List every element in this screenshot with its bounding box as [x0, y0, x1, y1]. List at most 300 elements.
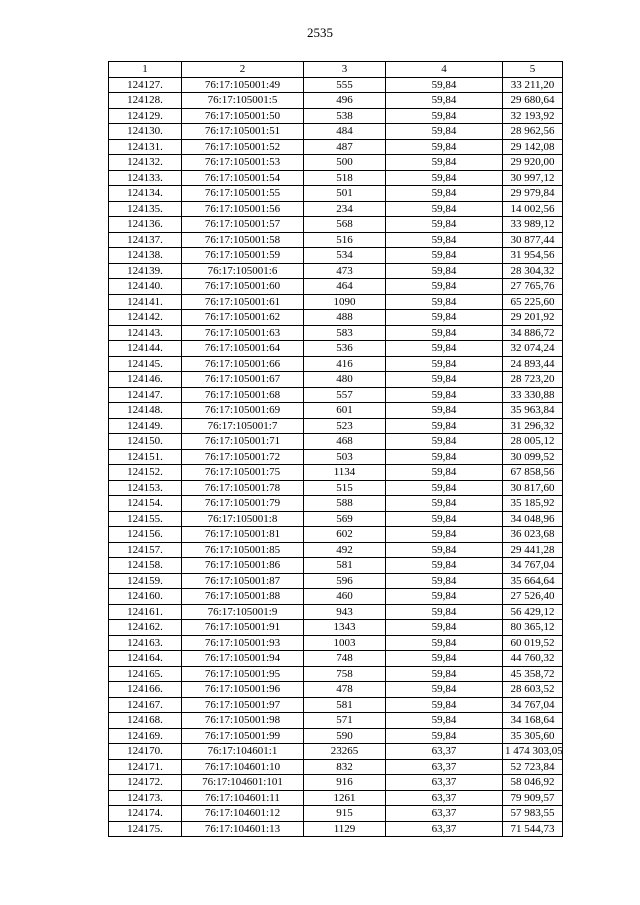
- amount-cell: 36 023,68: [503, 527, 563, 543]
- table-row: [109, 372, 563, 388]
- rate-cell: 59,84: [386, 279, 503, 295]
- cadastral-number-cell: 76:17:105001:78: [182, 480, 304, 496]
- cadastral-number-cell: 76:17:105001:57: [182, 217, 304, 233]
- row-number-cell: 124141.: [109, 294, 182, 310]
- rate-cell: 59,84: [386, 232, 503, 248]
- area-cell: 568: [304, 217, 386, 233]
- rate-cell: 59,84: [386, 713, 503, 729]
- row-number-cell: 124163.: [109, 635, 182, 651]
- area-cell: 460: [304, 589, 386, 605]
- table-row: [109, 759, 563, 775]
- row-number-cell: 124156.: [109, 527, 182, 543]
- cadastral-number-cell: 76:17:105001:60: [182, 279, 304, 295]
- row-number-cell: 124133.: [109, 170, 182, 186]
- rate-cell: 63,37: [386, 806, 503, 822]
- area-cell: 1261: [304, 790, 386, 806]
- table-row: [109, 604, 563, 620]
- area-cell: 503: [304, 449, 386, 465]
- cadastral-number-cell: 76:17:105001:54: [182, 170, 304, 186]
- cadastral-number-cell: 76:17:105001:8: [182, 511, 304, 527]
- row-number-cell: 124166.: [109, 682, 182, 698]
- column-header: 3: [304, 62, 386, 78]
- cadastral-number-cell: 76:17:105001:87: [182, 573, 304, 589]
- rate-cell: 59,84: [386, 155, 503, 171]
- rate-cell: 59,84: [386, 728, 503, 744]
- cadastral-number-cell: 76:17:105001:7: [182, 418, 304, 434]
- row-number-cell: 124137.: [109, 232, 182, 248]
- amount-cell: 35 963,84: [503, 403, 563, 419]
- amount-cell: 67 858,56: [503, 465, 563, 481]
- cadastral-number-cell: 76:17:105001:56: [182, 201, 304, 217]
- rate-cell: 59,84: [386, 480, 503, 496]
- cadastral-number-cell: 76:17:105001:69: [182, 403, 304, 419]
- row-number-cell: 124142.: [109, 310, 182, 326]
- amount-cell: 28 005,12: [503, 434, 563, 450]
- amount-cell: 29 979,84: [503, 186, 563, 202]
- amount-cell: 45 358,72: [503, 666, 563, 682]
- area-cell: 583: [304, 325, 386, 341]
- cadastral-number-cell: 76:17:105001:66: [182, 356, 304, 372]
- cadastral-number-cell: 76:17:105001:75: [182, 465, 304, 481]
- table-row: [109, 511, 563, 527]
- table-row: [109, 108, 563, 124]
- rate-cell: 59,84: [386, 387, 503, 403]
- row-number-cell: 124164.: [109, 651, 182, 667]
- cadastral-number-cell: 76:17:105001:67: [182, 372, 304, 388]
- row-number-cell: 124165.: [109, 666, 182, 682]
- table-row: [109, 248, 563, 264]
- rate-cell: 59,84: [386, 449, 503, 465]
- area-cell: 916: [304, 775, 386, 791]
- table-row: [109, 77, 563, 93]
- area-cell: 501: [304, 186, 386, 202]
- table-row: [109, 682, 563, 698]
- area-cell: 468: [304, 434, 386, 450]
- page-number: 2535: [307, 25, 333, 40]
- row-number-cell: 124130.: [109, 124, 182, 140]
- row-number-cell: 124157.: [109, 542, 182, 558]
- area-cell: 1090: [304, 294, 386, 310]
- row-number-cell: 124135.: [109, 201, 182, 217]
- area-cell: 943: [304, 604, 386, 620]
- row-number-cell: 124169.: [109, 728, 182, 744]
- row-number-cell: 124161.: [109, 604, 182, 620]
- rate-cell: 59,84: [386, 403, 503, 419]
- amount-cell: 34 767,04: [503, 558, 563, 574]
- row-number-cell: 124151.: [109, 449, 182, 465]
- table-row: [109, 263, 563, 279]
- row-number-cell: 124147.: [109, 387, 182, 403]
- row-number-cell: 124132.: [109, 155, 182, 171]
- row-number-cell: 124158.: [109, 558, 182, 574]
- amount-cell: 28 304,32: [503, 263, 563, 279]
- table-row: [109, 620, 563, 636]
- rate-cell: 59,84: [386, 682, 503, 698]
- table-row: [109, 217, 563, 233]
- amount-cell: 56 429,12: [503, 604, 563, 620]
- area-cell: 758: [304, 666, 386, 682]
- row-number-cell: 124139.: [109, 263, 182, 279]
- amount-cell: 31 296,32: [503, 418, 563, 434]
- table-header-row: [109, 62, 563, 78]
- amount-cell: 34 886,72: [503, 325, 563, 341]
- row-number-cell: 124172.: [109, 775, 182, 791]
- area-cell: 596: [304, 573, 386, 589]
- rate-cell: 59,84: [386, 542, 503, 558]
- rate-cell: 59,84: [386, 217, 503, 233]
- table-row: [109, 139, 563, 155]
- area-cell: 515: [304, 480, 386, 496]
- amount-cell: 71 544,73: [503, 821, 563, 837]
- row-number-cell: 124173.: [109, 790, 182, 806]
- table-row: [109, 542, 563, 558]
- table-row: [109, 589, 563, 605]
- area-cell: 516: [304, 232, 386, 248]
- rate-cell: 59,84: [386, 604, 503, 620]
- area-cell: 601: [304, 403, 386, 419]
- cadastral-number-cell: 76:17:105001:64: [182, 341, 304, 357]
- table-row: [109, 449, 563, 465]
- data-table: [108, 61, 563, 837]
- amount-cell: 30 099,52: [503, 449, 563, 465]
- area-cell: 1003: [304, 635, 386, 651]
- row-number-cell: 124127.: [109, 77, 182, 93]
- amount-cell: 65 225,60: [503, 294, 563, 310]
- area-cell: 496: [304, 93, 386, 109]
- row-number-cell: 124170.: [109, 744, 182, 760]
- area-cell: 538: [304, 108, 386, 124]
- table-body: [109, 77, 563, 837]
- amount-cell: 30 877,44: [503, 232, 563, 248]
- table-row: [109, 527, 563, 543]
- rate-cell: 59,84: [386, 124, 503, 140]
- amount-cell: 29 201,92: [503, 310, 563, 326]
- row-number-cell: 124155.: [109, 511, 182, 527]
- area-cell: 488: [304, 310, 386, 326]
- cadastral-number-cell: 76:17:105001:93: [182, 635, 304, 651]
- cadastral-number-cell: 76:17:105001:91: [182, 620, 304, 636]
- rate-cell: 59,84: [386, 108, 503, 124]
- cadastral-number-cell: 76:17:105001:6: [182, 263, 304, 279]
- table-row: [109, 93, 563, 109]
- area-cell: 748: [304, 651, 386, 667]
- row-number-cell: 124153.: [109, 480, 182, 496]
- amount-cell: 33 989,12: [503, 217, 563, 233]
- area-cell: 473: [304, 263, 386, 279]
- row-number-cell: 124167.: [109, 697, 182, 713]
- table-row: [109, 310, 563, 326]
- rate-cell: 63,37: [386, 775, 503, 791]
- table-row: [109, 325, 563, 341]
- row-number-cell: 124159.: [109, 573, 182, 589]
- row-number-cell: 124146.: [109, 372, 182, 388]
- cadastral-number-cell: 76:17:105001:79: [182, 496, 304, 512]
- area-cell: 602: [304, 527, 386, 543]
- table-row: [109, 387, 563, 403]
- rate-cell: 59,84: [386, 341, 503, 357]
- cadastral-number-cell: 76:17:105001:58: [182, 232, 304, 248]
- row-number-cell: 124134.: [109, 186, 182, 202]
- table-row: [109, 744, 563, 760]
- rate-cell: 59,84: [386, 666, 503, 682]
- area-cell: 234: [304, 201, 386, 217]
- table-row: [109, 806, 563, 822]
- row-number-cell: 124154.: [109, 496, 182, 512]
- table-row: [109, 279, 563, 295]
- table-row: [109, 821, 563, 837]
- row-number-cell: 124128.: [109, 93, 182, 109]
- rate-cell: 63,37: [386, 744, 503, 760]
- table-row: [109, 434, 563, 450]
- table-row: [109, 651, 563, 667]
- rate-cell: 59,84: [386, 465, 503, 481]
- rate-cell: 59,84: [386, 201, 503, 217]
- table-row: [109, 666, 563, 682]
- row-number-cell: 124148.: [109, 403, 182, 419]
- area-cell: 487: [304, 139, 386, 155]
- cadastral-number-cell: 76:17:104601:101: [182, 775, 304, 791]
- table-row: [109, 728, 563, 744]
- amount-cell: 30 817,60: [503, 480, 563, 496]
- amount-cell: 32 074,24: [503, 341, 563, 357]
- area-cell: 1129: [304, 821, 386, 837]
- cadastral-number-cell: 76:17:105001:94: [182, 651, 304, 667]
- row-number-cell: 124162.: [109, 620, 182, 636]
- table-row: [109, 558, 563, 574]
- column-header: 5: [503, 62, 563, 78]
- amount-cell: 1 474 303,05: [503, 744, 563, 760]
- cadastral-number-cell: 76:17:105001:98: [182, 713, 304, 729]
- amount-cell: 32 193,92: [503, 108, 563, 124]
- area-cell: 915: [304, 806, 386, 822]
- rate-cell: 59,84: [386, 697, 503, 713]
- rate-cell: 59,84: [386, 93, 503, 109]
- cadastral-number-cell: 76:17:105001:95: [182, 666, 304, 682]
- amount-cell: 34 048,96: [503, 511, 563, 527]
- area-cell: 23265: [304, 744, 386, 760]
- cadastral-number-cell: 76:17:105001:71: [182, 434, 304, 450]
- rate-cell: 59,84: [386, 434, 503, 450]
- cadastral-number-cell: 76:17:105001:96: [182, 682, 304, 698]
- cadastral-number-cell: 76:17:105001:53: [182, 155, 304, 171]
- area-cell: 569: [304, 511, 386, 527]
- area-cell: 534: [304, 248, 386, 264]
- row-number-cell: 124171.: [109, 759, 182, 775]
- amount-cell: 27 526,40: [503, 589, 563, 605]
- rate-cell: 59,84: [386, 248, 503, 264]
- amount-cell: 52 723,84: [503, 759, 563, 775]
- table-row: [109, 403, 563, 419]
- area-cell: 581: [304, 697, 386, 713]
- row-number-cell: 124131.: [109, 139, 182, 155]
- table-row: [109, 294, 563, 310]
- rate-cell: 59,84: [386, 263, 503, 279]
- area-cell: 492: [304, 542, 386, 558]
- cadastral-number-cell: 76:17:105001:49: [182, 77, 304, 93]
- cadastral-number-cell: 76:17:105001:9: [182, 604, 304, 620]
- area-cell: 590: [304, 728, 386, 744]
- amount-cell: 33 211,20: [503, 77, 563, 93]
- table-row: [109, 155, 563, 171]
- amount-cell: 27 765,76: [503, 279, 563, 295]
- row-number-cell: 124175.: [109, 821, 182, 837]
- row-number-cell: 124145.: [109, 356, 182, 372]
- cadastral-number-cell: 76:17:105001:61: [182, 294, 304, 310]
- rate-cell: 59,84: [386, 186, 503, 202]
- table-row: [109, 124, 563, 140]
- rate-cell: 59,84: [386, 620, 503, 636]
- amount-cell: 28 723,20: [503, 372, 563, 388]
- area-cell: 523: [304, 418, 386, 434]
- row-number-cell: 124143.: [109, 325, 182, 341]
- table-row: [109, 775, 563, 791]
- cadastral-number-cell: 76:17:105001:63: [182, 325, 304, 341]
- amount-cell: 29 142,08: [503, 139, 563, 155]
- area-cell: 478: [304, 682, 386, 698]
- amount-cell: 33 330,88: [503, 387, 563, 403]
- area-cell: 1134: [304, 465, 386, 481]
- area-cell: 555: [304, 77, 386, 93]
- rate-cell: 59,84: [386, 496, 503, 512]
- amount-cell: 34 168,64: [503, 713, 563, 729]
- rate-cell: 59,84: [386, 372, 503, 388]
- table-row: [109, 201, 563, 217]
- amount-cell: 31 954,56: [503, 248, 563, 264]
- amount-cell: 35 305,60: [503, 728, 563, 744]
- amount-cell: 60 019,52: [503, 635, 563, 651]
- rate-cell: 59,84: [386, 310, 503, 326]
- cadastral-number-cell: 76:17:105001:62: [182, 310, 304, 326]
- row-number-cell: 124140.: [109, 279, 182, 295]
- rate-cell: 59,84: [386, 635, 503, 651]
- amount-cell: 80 365,12: [503, 620, 563, 636]
- area-cell: 480: [304, 372, 386, 388]
- amount-cell: 44 760,32: [503, 651, 563, 667]
- amount-cell: 29 441,28: [503, 542, 563, 558]
- amount-cell: 34 767,04: [503, 697, 563, 713]
- cadastral-number-cell: 76:17:105001:97: [182, 697, 304, 713]
- area-cell: 588: [304, 496, 386, 512]
- area-cell: 536: [304, 341, 386, 357]
- rate-cell: 59,84: [386, 294, 503, 310]
- row-number-cell: 124136.: [109, 217, 182, 233]
- cadastral-number-cell: 76:17:105001:55: [182, 186, 304, 202]
- cadastral-number-cell: 76:17:104601:12: [182, 806, 304, 822]
- cadastral-number-cell: 76:17:104601:11: [182, 790, 304, 806]
- amount-cell: 29 920,00: [503, 155, 563, 171]
- area-cell: 518: [304, 170, 386, 186]
- table-row: [109, 341, 563, 357]
- cadastral-number-cell: 76:17:105001:52: [182, 139, 304, 155]
- table-row: [109, 713, 563, 729]
- row-number-cell: 124138.: [109, 248, 182, 264]
- row-number-cell: 124149.: [109, 418, 182, 434]
- area-cell: 581: [304, 558, 386, 574]
- table-row: [109, 186, 563, 202]
- area-cell: 464: [304, 279, 386, 295]
- row-number-cell: 124168.: [109, 713, 182, 729]
- amount-cell: 28 962,56: [503, 124, 563, 140]
- area-cell: 557: [304, 387, 386, 403]
- row-number-cell: 124174.: [109, 806, 182, 822]
- area-cell: 1343: [304, 620, 386, 636]
- rate-cell: 59,84: [386, 325, 503, 341]
- cadastral-number-cell: 76:17:105001:86: [182, 558, 304, 574]
- amount-cell: 28 603,52: [503, 682, 563, 698]
- column-header: 1: [109, 62, 182, 78]
- table-row: [109, 480, 563, 496]
- table-row: [109, 232, 563, 248]
- amount-cell: 24 893,44: [503, 356, 563, 372]
- cadastral-number-cell: 76:17:104601:13: [182, 821, 304, 837]
- cadastral-number-cell: 76:17:105001:51: [182, 124, 304, 140]
- amount-cell: 79 909,57: [503, 790, 563, 806]
- rate-cell: 59,84: [386, 558, 503, 574]
- cadastral-number-cell: 76:17:104601:10: [182, 759, 304, 775]
- rate-cell: 59,84: [386, 77, 503, 93]
- area-cell: 416: [304, 356, 386, 372]
- amount-cell: 35 664,64: [503, 573, 563, 589]
- amount-cell: 30 997,12: [503, 170, 563, 186]
- table-row: [109, 465, 563, 481]
- row-number-cell: 124160.: [109, 589, 182, 605]
- column-header: 2: [182, 62, 304, 78]
- rate-cell: 63,37: [386, 790, 503, 806]
- rate-cell: 59,84: [386, 170, 503, 186]
- rate-cell: 59,84: [386, 418, 503, 434]
- rate-cell: 59,84: [386, 573, 503, 589]
- cadastral-number-cell: 76:17:105001:81: [182, 527, 304, 543]
- cadastral-number-cell: 76:17:105001:5: [182, 93, 304, 109]
- rate-cell: 59,84: [386, 651, 503, 667]
- area-cell: 571: [304, 713, 386, 729]
- cadastral-number-cell: 76:17:105001:68: [182, 387, 304, 403]
- amount-cell: 14 002,56: [503, 201, 563, 217]
- amount-cell: 57 983,55: [503, 806, 563, 822]
- rate-cell: 63,37: [386, 821, 503, 837]
- row-number-cell: 124129.: [109, 108, 182, 124]
- area-cell: 832: [304, 759, 386, 775]
- rate-cell: 63,37: [386, 759, 503, 775]
- rate-cell: 59,84: [386, 511, 503, 527]
- rate-cell: 59,84: [386, 589, 503, 605]
- area-cell: 500: [304, 155, 386, 171]
- cadastral-number-cell: 76:17:105001:88: [182, 589, 304, 605]
- amount-cell: 35 185,92: [503, 496, 563, 512]
- amount-cell: 29 680,64: [503, 93, 563, 109]
- cadastral-number-cell: 76:17:105001:59: [182, 248, 304, 264]
- table-row: [109, 635, 563, 651]
- row-number-cell: 124150.: [109, 434, 182, 450]
- column-header: 4: [386, 62, 503, 78]
- table-row: [109, 356, 563, 372]
- area-cell: 484: [304, 124, 386, 140]
- rate-cell: 59,84: [386, 356, 503, 372]
- table-row: [109, 170, 563, 186]
- cadastral-number-cell: 76:17:105001:50: [182, 108, 304, 124]
- table-row: [109, 573, 563, 589]
- cadastral-number-cell: 76:17:104601:1: [182, 744, 304, 760]
- table-row: [109, 496, 563, 512]
- row-number-cell: 124144.: [109, 341, 182, 357]
- cadastral-number-cell: 76:17:105001:99: [182, 728, 304, 744]
- row-number-cell: 124152.: [109, 465, 182, 481]
- cadastral-number-cell: 76:17:105001:72: [182, 449, 304, 465]
- table-row: [109, 790, 563, 806]
- rate-cell: 59,84: [386, 139, 503, 155]
- table-row: [109, 418, 563, 434]
- amount-cell: 58 046,92: [503, 775, 563, 791]
